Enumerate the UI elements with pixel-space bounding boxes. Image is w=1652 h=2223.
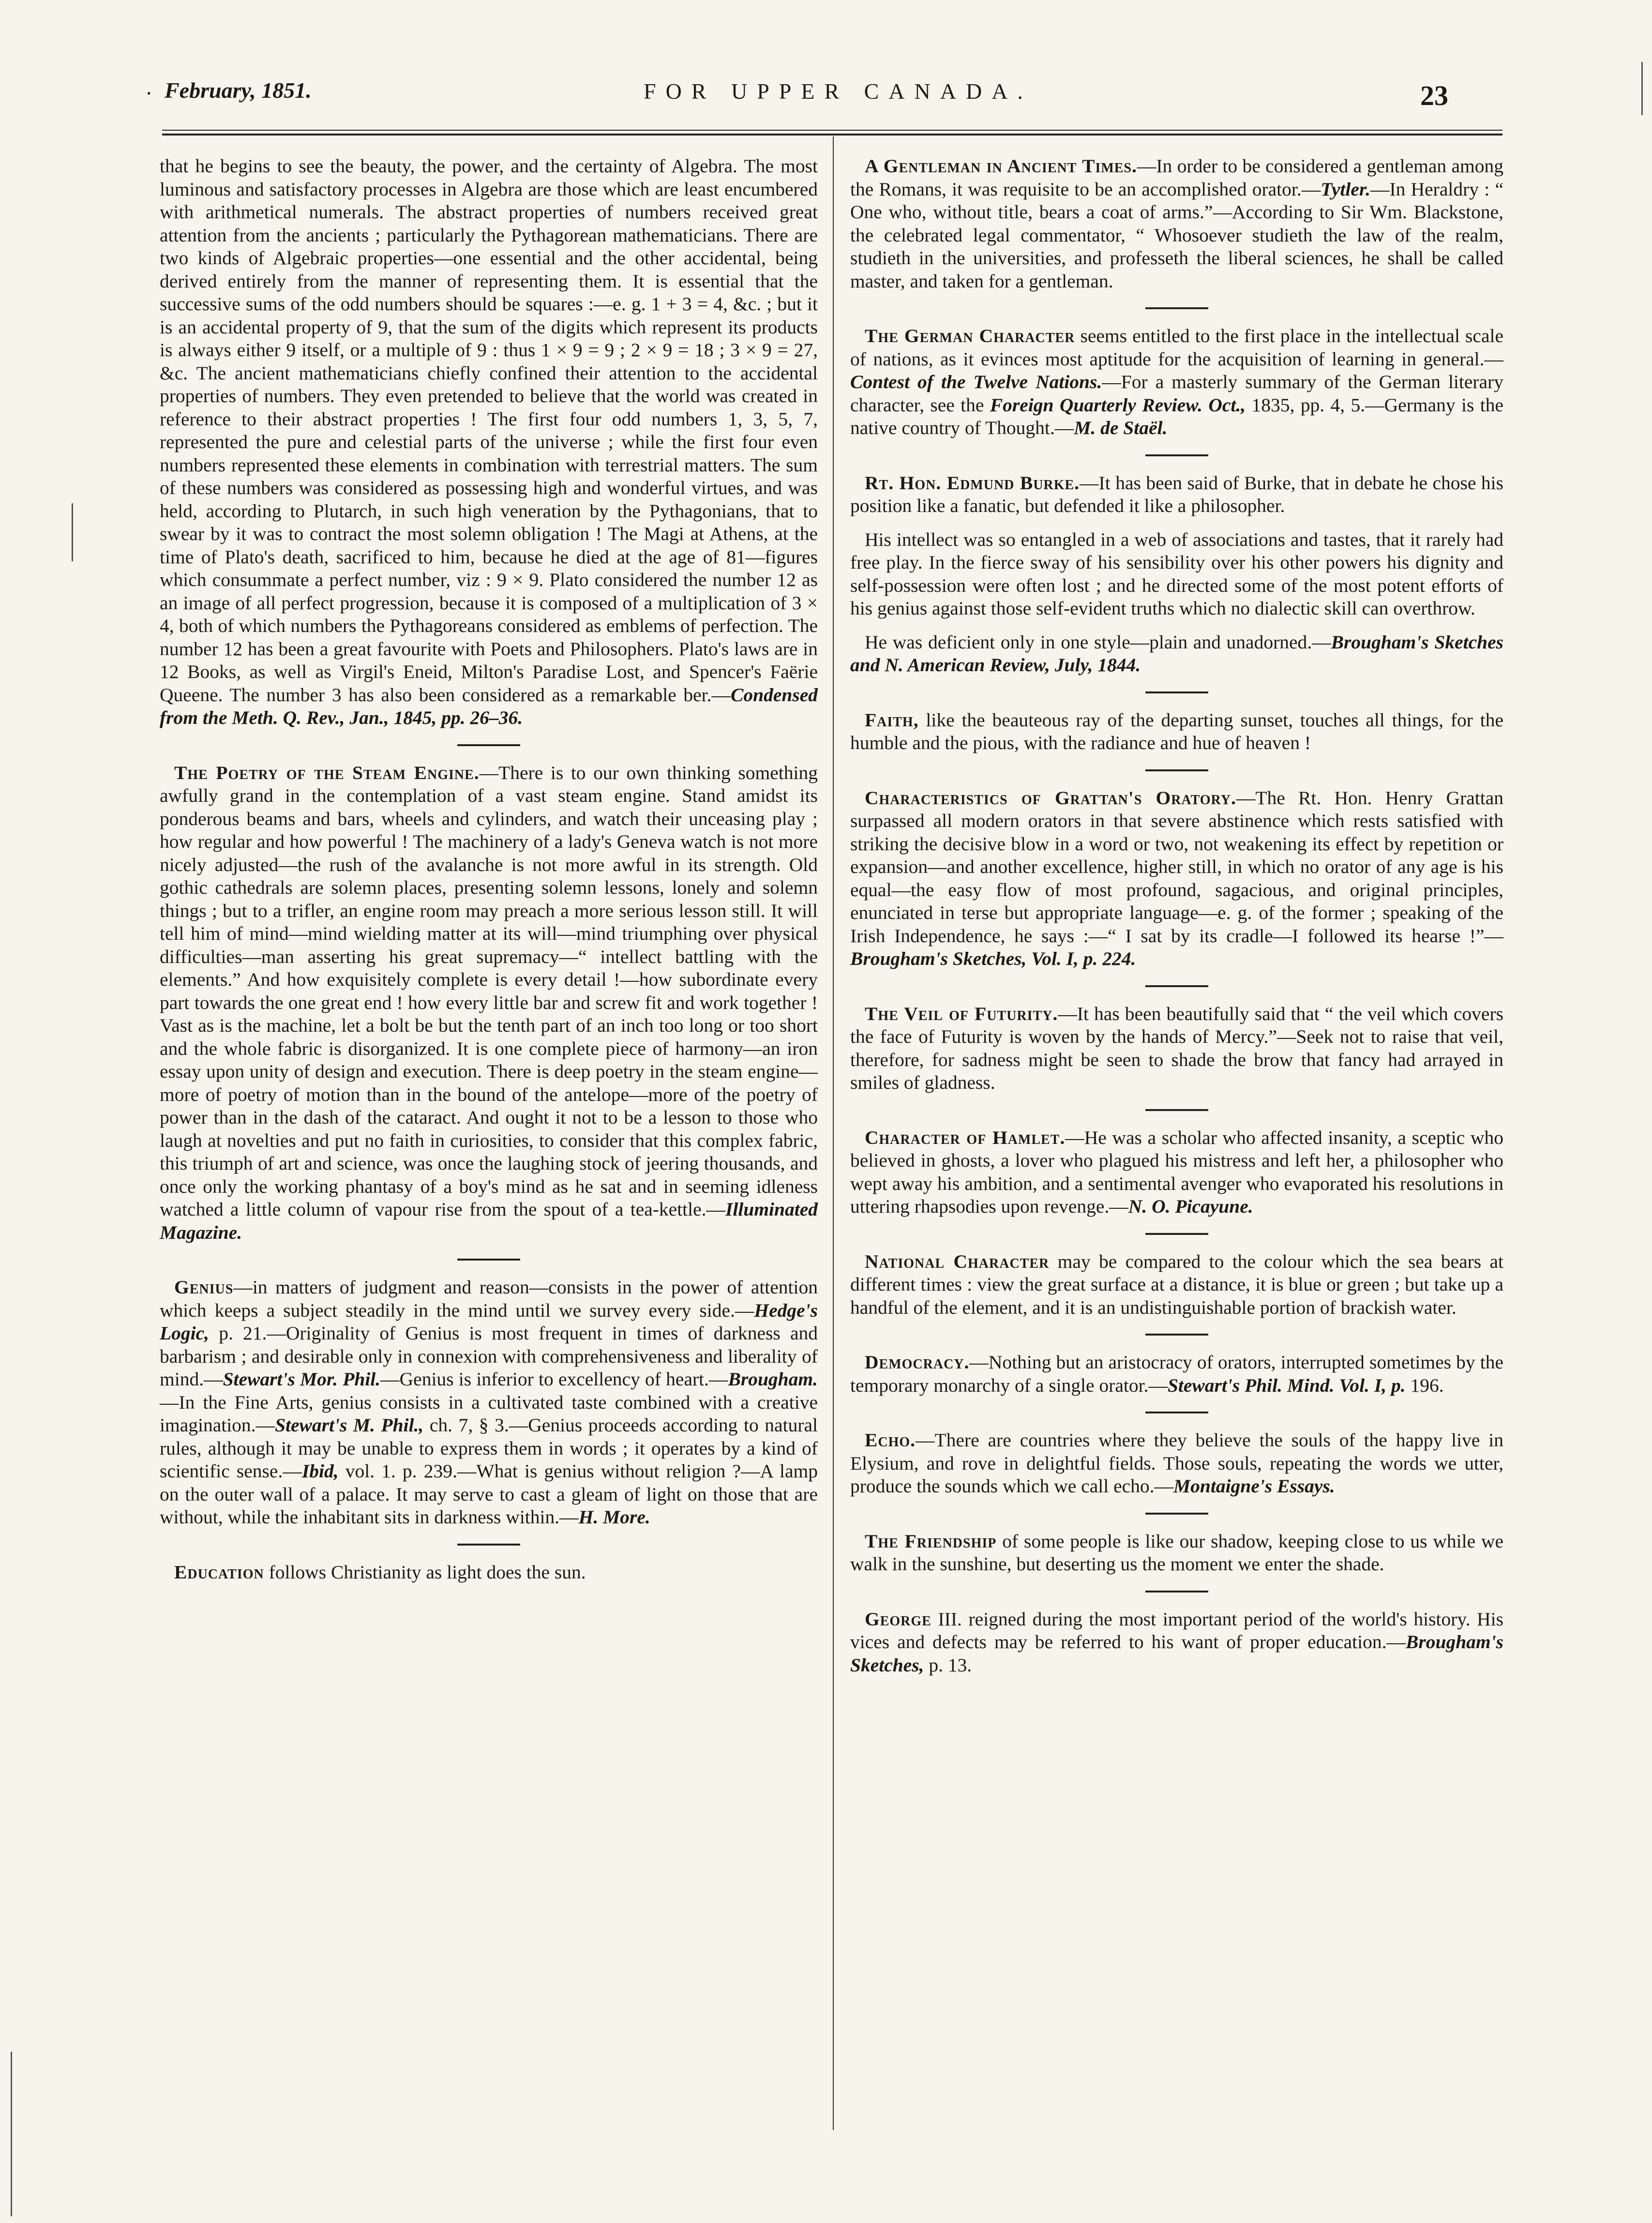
article-echo: [850, 1429, 1503, 1498]
faith-heading: Faith,: [865, 709, 919, 731]
article-democracy: [850, 1351, 1503, 1397]
article-george-iii: [850, 1608, 1503, 1677]
genius-heading: Genius: [174, 1277, 234, 1298]
burke-paragraph-3: [850, 631, 1503, 677]
german-heading: The German Character: [865, 325, 1075, 346]
democracy-source-1: Stewart's Phil. Mind. Vol. I, p.: [1167, 1374, 1406, 1396]
separator: [457, 1259, 520, 1261]
article-algebra: [160, 155, 818, 730]
genius-source-4: Stewart's M. Phil.,: [275, 1414, 424, 1436]
genius-text-e: ch. 7, § 3.—Genius proceeds according to natural rules, although it may be unable to express them in words ; it operates by a kind of scientific sense.—: [160, 1414, 818, 1482]
algebra-text: that he begins to see the beauty, the power, and the certainty of Algebra. The most luminous and satisfactory processes in Algebra are those which are least encumbered with arithmetical numerals. The abstract properties of numbers received great attention from the ancients ; particularly the Pythagorean mathematicians. There are two kinds of Algebraic properties—one essential and the other accidental, being derived entirely from the manner of representing them. It is essential that the successive sums of the odd numbers should be squares :—e. g. 1 + 3 = 4, &c. ; but it is an accidental property of 9, that the sum of the digits which represent its products is always either 9 itself, or a multiple of 9 : thus 1 × 9 = 9 ; 2 × 9 = 18 ; 3 × 9 = 27, &c. The ancient mathematicians chiefly confined their attention to the accidental properties of numbers. They even pretended to believe that the world was created in reference to their abstract properties ! The first four odd numbers 1, 3, 5, 7, represented the pure and celestial parts of the universe ; while the first four even numbers represented these elements in combination with terrestrial matters. The sum of these numbers was considered as possessing high and wonderful virtues, and was held, according to Plutarch, in such high veneration by the Pythagonians, that to swear by it was to contract the most solemn obligation ! The Magi at Athens, at the time of Plato's death, sacrificed to him, because he died at the age of 81—figures which consummate a perfect number, viz : 9 × 9. Plato considered the number 12 as an image of all perfect progression, because it is composed of a multiplication of 3 × 4, both of which numbers the Pythagoreans considered as emblems of perfection. The number 12 has been a great favourite with Poets and Philosophers. Plato's laws are in 12 Books, as well as Virgil's Eneid, Milton's Paradise Lost, and Spencer's Faërie Queene. The number 3 has also been considered as a remarkable: [160, 155, 818, 706]
separator: [457, 1544, 520, 1546]
separator: [1145, 691, 1208, 693]
george-heading: George: [865, 1608, 931, 1630]
separator: [1145, 454, 1208, 456]
genius-text-d: —In the Fine Arts, genius consists in a cultivated taste combined with a creative imagination.—: [160, 1391, 818, 1436]
steam-engine-text: —There is to our own thinking something awfully grand in the contemplation of a vast steam engine. Stand amidst its ponderous beams and bars, wheels and cylinders, and watch their unceasing play ; how regular and how powerful ! The machinery of a lady's Geneva watch is not more nicely adjusted—the rush of the avalanche is not more awful in its strength. Old gothic cathedrals are solemn places, presenting solemn lessons, lonely and solemn things ; but to a trifler, an engine room may preach a more serious lesson still. It will tell him of mind—mind wielding matter at its will—mind triumphing over physical difficulties—man asserting his great supremacy—“ intellect battling with the elements.” And how exquisitely complete is every detail !—how subordinate every part towards the one great end ! how every little bar and screw fit and work together ! Vast as is the machine, let a bolt be but the tenth part of an inch too long or too short and the whole fabric is disorganized. It is one complete piece of harmony—an iron essay upon unity of design and execution. There is deep poetry in the steam engine—more of poetry of motion than in the bound of the antelope—more of the poetry of power than in the dash of the cataract. And ought it not to be a lesson to those who laugh at novelties and put no faith in curiosities, to consider that this complex fabric, this triumph of art and science, was once the laughing stock of jeering thousands, and once only the working phantasy of a boy's mind as he sat and in seeming idleness watched a little column of vapour rise from the spout of a tea-kettle.—: [160, 762, 818, 1220]
algebra-tail: ber.—: [683, 684, 731, 706]
grattan-text-a: —The Rt. Hon. Henry Grattan surpassed all modern orators in that severe abstinence which rests satisfied with striking the decisive blow in a word or two, not weakening its effect by repetition or expansion—and another excellence, higher still, in which no orator of any age is his equal—the easy flow of most profound, sagacious, and original principles, enunciated in terse but appropriate language—e. g. of the former ; speaking of the Irish Independence, he says :—“ I sat by its cradle—I followed its hearse !”—: [850, 787, 1503, 946]
gentleman-heading: A Gentleman in Ancient Times.: [865, 155, 1137, 177]
article-german-character: [850, 325, 1503, 440]
algebra-source: Condensed from the Meth. Q. Rev., Jan., 1845, pp. 26–36.: [160, 684, 818, 728]
futurity-heading: The Veil of Futurity.: [865, 1003, 1058, 1024]
margin-mark-left: [72, 503, 73, 561]
gentleman-source-1: Tytler.: [1321, 178, 1370, 200]
article-faith: [850, 709, 1503, 755]
hamlet-text-a: —He was a scholar who affected insanity, a sceptic who believed in ghosts, a lover who plagued his mistress and left her, a philosopher who wept away his ambition, and a sentimental avenger who evaporated his resolutions in uttering rhapsodies upon revenge.—: [850, 1127, 1503, 1217]
header-rule-top: [162, 130, 1502, 131]
margin-mark-right: [1641, 62, 1643, 115]
education-text: follows Christianity as light does the sun.: [264, 1561, 586, 1583]
header-dot: ·: [145, 81, 153, 105]
hamlet-heading: Character of Hamlet.: [865, 1127, 1066, 1148]
separator: [1145, 769, 1208, 771]
article-burke: [850, 472, 1503, 518]
article-friendship: [850, 1530, 1503, 1576]
hamlet-source-1: N. O. Picayune.: [1128, 1196, 1253, 1217]
steam-engine-heading: The Poetry of the Steam Engine.: [174, 762, 480, 783]
header-title: FOR UPPER CANADA.: [644, 79, 1033, 104]
george-source-1: Brougham's Sketches,: [850, 1631, 1503, 1676]
genius-source-6: H. More.: [578, 1506, 650, 1528]
separator: [1145, 1591, 1208, 1592]
echo-source-1: Montaigne's Essays.: [1173, 1475, 1335, 1497]
article-national-character: [850, 1250, 1503, 1320]
german-text-b: —For a masterly summary of the German literary character, see the: [850, 371, 1503, 416]
george-text-a: III. reigned during the most important period of the world's history. His vices and defects may be referred to his want of proper education.—: [850, 1608, 1503, 1652]
article-futurity: [850, 1003, 1503, 1095]
separator: [1145, 1334, 1208, 1336]
genius-source-5: Ibid,: [301, 1460, 339, 1482]
right-column: [850, 155, 1503, 1687]
page-header: [0, 73, 1652, 116]
gentleman-text-a: —In order to be considered a gentleman among the Romans, it was requisite to be an accomplished orator.—: [850, 155, 1503, 200]
header-date: February, 1851.: [165, 78, 312, 103]
separator: [1145, 1109, 1208, 1111]
separator: [1145, 1513, 1208, 1515]
genius-source-3: Brougham.: [728, 1368, 818, 1390]
article-education: [160, 1561, 818, 1584]
gentleman-text-b: —In Heraldry : “ One who, without title, bears a coat of arms.”—According to Sir Wm. Blackstone, the celebrated legal commentator, “ Whosoever studieth the law of the realm, studieth in the universities, and professeth the liberal sciences, he shall be called master, and taken for a gentleman.: [850, 178, 1503, 292]
echo-heading: Echo.: [865, 1429, 916, 1451]
steam-engine-source: Illuminated Magazine.: [160, 1199, 818, 1243]
national-heading: National Character: [865, 1250, 1050, 1272]
german-text-a: seems entitled to the first place in the intellectual scale of nations, as it evinces most aptitude for the acquisition of learning in general.—: [850, 325, 1503, 370]
separator: [457, 744, 520, 746]
article-steam-engine: [160, 762, 818, 1245]
burke-text-a: —It has been said of Burke, that in debate he chose his position like a fanatic, but defended it like a philosopher.: [850, 472, 1504, 516]
page-number: 23: [1420, 80, 1448, 111]
genius-source-1: Hedge's Logic,: [160, 1299, 818, 1344]
burke-source-1: Brougham's Sketches and N. American Review, July, 1844.: [850, 631, 1503, 676]
genius-text-b: p. 21.—Originality of Genius is most frequent in times of darkness and barbarism ; and desirable only in connexion with comprehensiveness and liberality of mind.—: [160, 1322, 818, 1390]
header-rule-bottom: [162, 134, 1502, 135]
separator: [1145, 1412, 1208, 1413]
separator: [1145, 985, 1208, 987]
democracy-text-b: 196.: [1405, 1374, 1444, 1396]
burke-paragraph-2: His intellect was so entangled in a web of associations and tastes, that it rarely had free play. In the fierce sway of his sensibility over his other powers his dignity and self-possession were often lost ; and he directed some of the most potent efforts of his genius against those self-evident truths which no dialectic skill can overthrow.: [850, 528, 1503, 619]
national-text: may be compared to the colour which the sea bears at different times : view the great surface at a distance, it is blue or green ; but take up a handful of the element, and it is an undistinguishable portion of brackish water.: [850, 1250, 1503, 1318]
george-text-b: p. 13.: [924, 1654, 972, 1676]
separator: [1145, 307, 1208, 309]
burke-heading: Rt. Hon. Edmund Burke.: [865, 472, 1080, 494]
article-genius: [160, 1276, 818, 1529]
echo-text-a: —There are countries where they believe the souls of the happy live in Elysium, and rove in delightful fields. Those souls, repeating the words we utter, produce the sounds which we call echo.—: [850, 1429, 1503, 1497]
grattan-heading: Characteristics of Grattan's Oratory.: [865, 787, 1236, 809]
article-grattan: [850, 787, 1503, 971]
separator: [1145, 1233, 1208, 1235]
burke-text-c: He was deficient only in one style—plain and unadorned.—: [865, 631, 1331, 653]
german-text-c: 1835, pp. 4, 5.—Germany is the native country of Thought.—: [850, 394, 1503, 438]
genius-source-2: Stewart's Mor. Phil.: [223, 1368, 381, 1390]
column-divider: [833, 136, 834, 2130]
article-hamlet: [850, 1127, 1503, 1218]
friendship-heading: The Friendship: [865, 1530, 997, 1552]
futurity-text: —It has been beautifully said that “ the veil which covers the face of Futurity is woven by the hands of Mercy.”—Seek not to raise that veil, therefore, for sadness might be seen to shade the brow that fancy had arrayed in smiles of gladness.: [850, 1003, 1503, 1093]
article-gentleman: [850, 155, 1503, 293]
german-source-2: Foreign Quarterly Review. Oct.,: [990, 394, 1246, 416]
democracy-text-a: —Nothing but an aristocracy of orators, interrupted sometimes by the temporary monarchy of a single orator.—: [850, 1352, 1503, 1396]
left-column: [160, 155, 818, 1594]
democracy-heading: Democracy.: [865, 1352, 970, 1373]
german-source-3: M. de Staël.: [1074, 417, 1168, 438]
genius-text-c: —Genius is inferior to excellency of heart.—: [380, 1368, 728, 1390]
margin-mark-bottom: [11, 2052, 12, 2216]
grattan-source-1: Brougham's Sketches, Vol. I, p. 224.: [850, 948, 1136, 969]
genius-text-a: —in matters of judgment and reason—consists in the power of attention which keeps a subject steadily in the mind until we survey every side.—: [160, 1277, 818, 1321]
german-source-1: Contest of the Twelve Nations.: [850, 371, 1102, 392]
faith-text: like the beauteous ray of the departing sunset, touches all things, for the humble and the pious, with the radiance and hue of heaven !: [850, 709, 1503, 753]
genius-text-f: vol. 1. p. 239.—What is genius without religion ?—A lamp on the outer wall of a palace. It may serve to cast a gleam of light on those that are without, while the inhabitant sits in darkness within.—: [160, 1460, 818, 1528]
friendship-text: of some people is like our shadow, keeping close to us while we walk in the sunshine, but deserting us the moment we enter the shade.: [850, 1530, 1504, 1575]
education-heading: Education: [174, 1561, 264, 1583]
